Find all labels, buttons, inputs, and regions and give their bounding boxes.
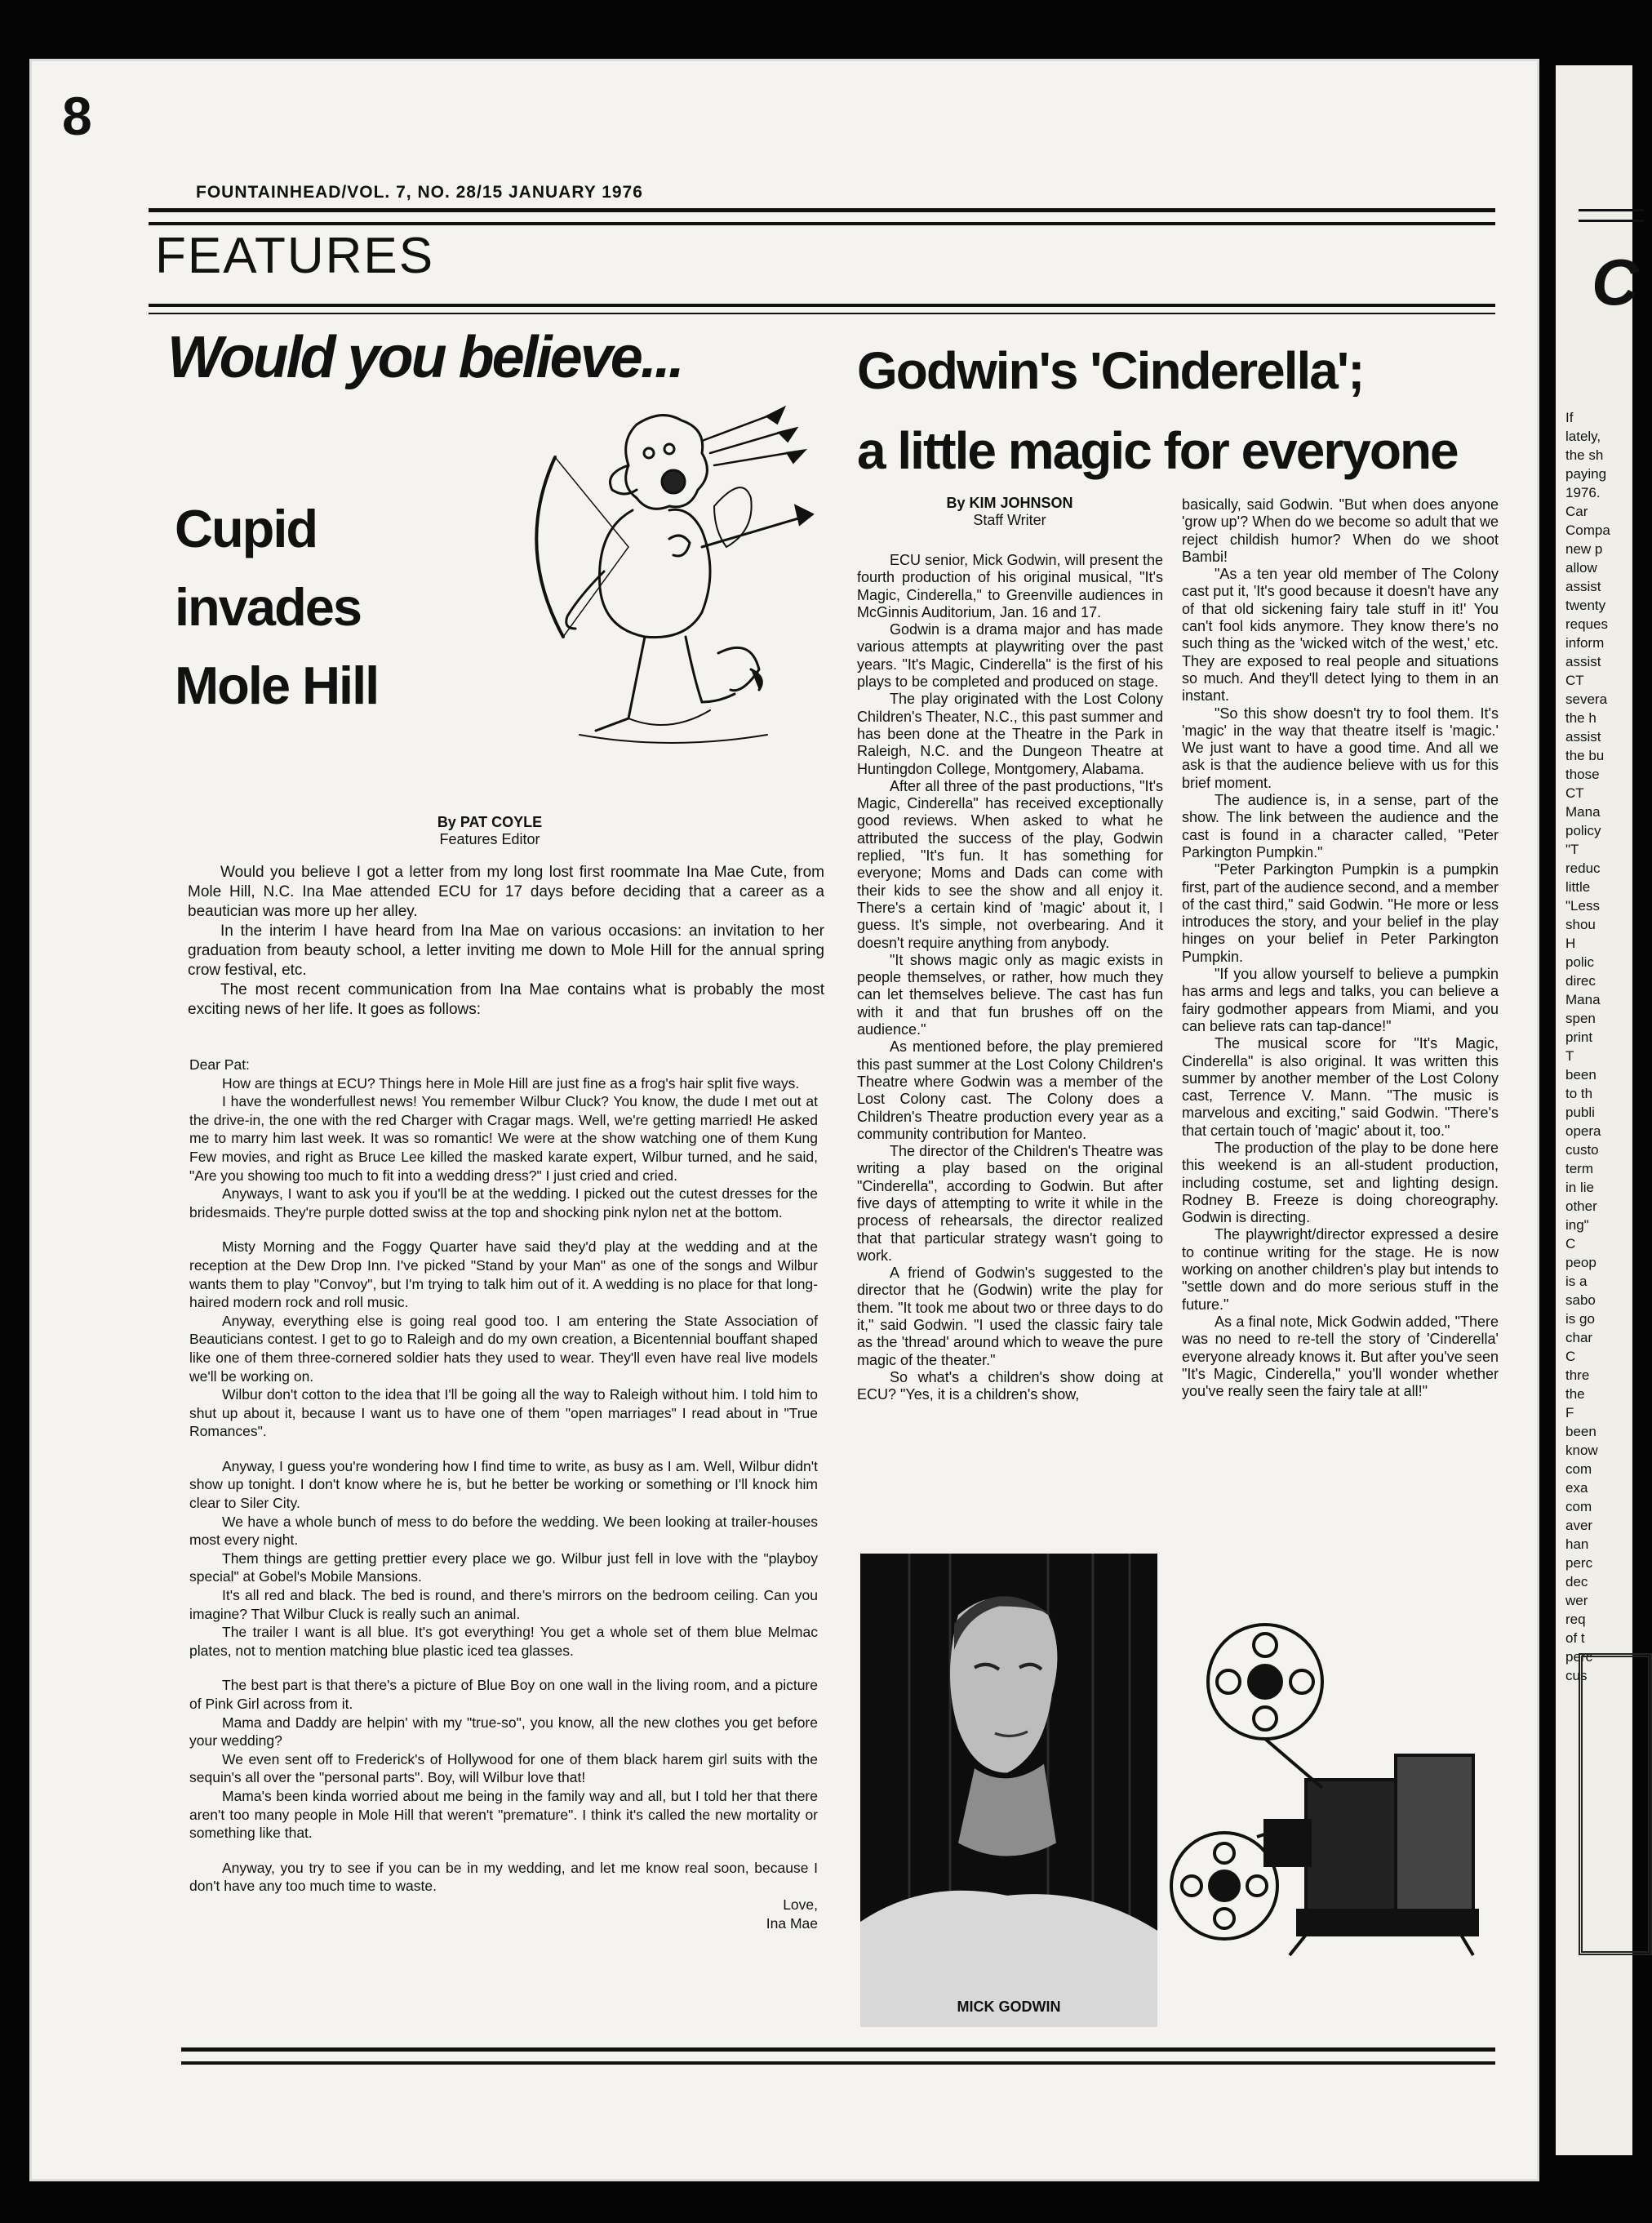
letter-paragraph: We have a whole bunch of mess to do before the wedding. We been looking at trailer-houses most every night. bbox=[189, 1513, 818, 1549]
story2-column-1 bbox=[857, 552, 1163, 1404]
letter-paragraph: The best part is that there's a picture of Blue Boy on one wall in the living room, and a picture of Pink Girl across from it. bbox=[189, 1677, 818, 1712]
adjacent-rule bbox=[1579, 209, 1644, 222]
article-paragraph: "If you allow yourself to believe a pumpkin has arms and legs and talks, you can believe a fairy godmother appears from Miami, and you can believe rats can tap-dance!" bbox=[1182, 966, 1499, 1034]
article-paragraph: As a final note, Mick Godwin added, "There was no need to re-tell the story of 'Cinderella' everyone already knows it. But after you've seen "It's Magic, Cinderella," you'll wonder whether you've really seen the fairy tale at all!" bbox=[1182, 1313, 1499, 1400]
story1-intro bbox=[188, 863, 824, 1020]
story2-byline bbox=[920, 495, 1099, 529]
mick-godwin-photo bbox=[860, 1554, 1157, 2027]
adjacent-column-fragments: If lately, the sh paying 1976. Car Compa new p allow assist twenty reques inform assist CT severa the h assist the bu those CT Mana policy "T reduc little "Less shou H polic direc Mana spen print T been to th publi opera custo term in lie other ing" C peop is a sabo is go char C thre the F been know com exa com aver han perc dec wer req of t perc cus bbox=[1565, 410, 1610, 1683]
section-rule bbox=[149, 304, 1495, 314]
adjacent-page bbox=[1556, 65, 1639, 2155]
letter-paragraph: The trailer I want is all blue. It's got everything! You get a whole set of them blue Melmac plates, not to mention matching blue plastic iced tea glasses. bbox=[189, 1624, 818, 1659]
letter-paragraph: It's all red and black. The bed is round, and there's mirrors on the bedroom ceiling. Can you imagine? That Wilbur Cluck is really such an animal. bbox=[189, 1587, 818, 1622]
article-paragraph: Godwin is a drama major and has made various attempts at playwriting over the past years. "It's Magic, Cinderella" is the first of his plays to be completed and produced on stage. bbox=[857, 621, 1163, 691]
letter-paragraph: Mama's been kinda worried about me being in the family way and all, but I told her that there aren't too many people in Mole Hill that weren't "premature". I think it's called the new mortality or something like that. bbox=[189, 1787, 818, 1842]
byline-name: By PAT COYLE bbox=[437, 814, 543, 830]
letter-paragraph: I have the wonderfullest news! You remember Wilbur Cluck? You know, the dude I met out at the drive-in, the one with the red Charger with Cragar mags. Well, we're getting married! He asked me to marry him last week. It was so romantic! We were at the show watching one of them Kung Few movies, and right as Bruce Lee killed the masked karate expert, Wilbur turned, and he said, "Are you showing too much to fit into a wedding dress?" I just cried and cried. bbox=[189, 1093, 818, 1184]
letter-paragraph: Misty Morning and the Foggy Quarter have said they'd play at the wedding and at the reception at the Dew Drop Inn. I've picked "Stand by your Man" as one of the songs and Wilbur wants them to play "Convoy", but I'm trying to talk him out of it. A wedding is no place for that long-haired modern rock and roll music. bbox=[189, 1238, 818, 1311]
story1-byline bbox=[400, 814, 580, 848]
article-paragraph: The playwright/director expressed a desire to continue writing for the stage. He is now working on another children's play but intends to "settle down and do more serious stuff in the future." bbox=[1182, 1226, 1499, 1313]
byline-name: By KIM JOHNSON bbox=[946, 495, 1073, 511]
story2-headline-line: a little magic for everyone bbox=[857, 421, 1458, 480]
letter-closing: Love, bbox=[783, 1896, 818, 1913]
film-projector-illustration bbox=[1167, 1616, 1485, 1959]
article-paragraph: The audience is, in a sense, part of the show. The link between the audience and the cast is found in a character called, "Peter Parkington Pumpkin." bbox=[1182, 792, 1499, 860]
story2-column-2 bbox=[1182, 496, 1499, 1400]
story1-kicker: Would you believe... bbox=[167, 325, 682, 390]
article-paragraph: A friend of Godwin's suggested to the director that he (Godwin) write the play for them. "It took me about two or three days to do it," said Godwin. "I used the classic fairy tale as the 'thread' around which to weave the pure magic of the theater." bbox=[857, 1265, 1163, 1368]
article-paragraph: So what's a children's show doing at ECU? "Yes, it is a children's show, bbox=[857, 1368, 1163, 1403]
article-paragraph: The musical score for "It's Magic, Cinderella" is also original. It was written this summer by another member of the Lost Colony cast, Terrence V. Mann. "The music is marvelous and exciting," said Godwin. "There's that certain touch of 'magic' about it, too." bbox=[1182, 1035, 1499, 1139]
byline-role: Staff Writer bbox=[973, 512, 1046, 528]
article-paragraph: As mentioned before, the play premiered this past summer at the Lost Colony Children's Theatre where Godwin was a member of the Lost Colony cast. The Colony does a Children's Theatre production every year as a community contribution for Manteo. bbox=[857, 1038, 1163, 1142]
letter-paragraph: Anyway, everything else is going real good too. I am entering the State Association of Beauticians contest. I get to go to Raleigh and do my own creation, a Bicentennial bouffant shaped like one of them three-cornered soldier hats they used to wear. They'll even have real live models we'll be working on. bbox=[189, 1312, 818, 1385]
article-paragraph: The director of the Children's Theatre was writing a play based on the original "Cinderella", according to Godwin. But after five days of attempting to write it while in the process of rehearsals, the director realized that that particular strategy wasn't going to work. bbox=[857, 1143, 1163, 1264]
story2-headline bbox=[857, 331, 1458, 491]
article-paragraph: ECU senior, Mick Godwin, will present the fourth production of his original musical, "It's Magic, Cinderella," to Greenville audiences in McGinnis Auditorium, Jan. 16 and 17. bbox=[857, 552, 1163, 620]
story1-headline-line: Mole Hill bbox=[175, 656, 379, 715]
article-paragraph: The production of the play to be done here this weekend is an all-student production, including costume, set and lighting design. Rodney B. Freeze is doing choreography. Godwin is directing. bbox=[1182, 1139, 1499, 1226]
letter-paragraph: Mama and Daddy are helpin' with my "true-so", you know, all the new clothes you get before your wedding? bbox=[189, 1714, 818, 1750]
letter-paragraph: Wilbur don't cotton to the idea that I'll be going all the way to Raleigh without him. I told him to shut up about it, because I want us to have one of them "open marriages" I read about in "True Romances". bbox=[189, 1386, 818, 1440]
intro-paragraph: In the interim I have heard from Ina Mae on various occasions: an invitation to her graduation from beauty school, a letter inviting me down to Mole Hill for the annual spring crow festival, etc. bbox=[188, 923, 824, 979]
article-paragraph: "It shows magic only as magic exists in people themselves, or rather, how much they can let themselves believe. The cast has fun with it and that fun brushes off on the audience." bbox=[857, 951, 1163, 1038]
article-paragraph: "As a ten year old member of The Colony cast put it, 'It's good because it doesn't have any of that old sickening fairy tale stuff in it!' You can't fool kids anymore. They know there's no such thing as the 'wicked witch of the west,' etc. They are exposed to real people and situations so much. And they'll detect lying to them in an instant. bbox=[1182, 566, 1499, 705]
intro-paragraph: Would you believe I got a letter from my long lost first roommate Ina Mae Cute, from Mole Hill, N.C. Ina Mae attended ECU for 17 days before deciding that a career as a beautician was more up her alley. bbox=[188, 864, 824, 920]
article-paragraph: "So this show doesn't try to fool them. It's 'magic' in the way that theatre itself is 'magic.' We just want to have a good time. And all we ask is that the audience believe with us for this brief moment. bbox=[1182, 705, 1499, 791]
letter-signature: Ina Mae bbox=[766, 1914, 818, 1932]
story1-headline-line: Cupid bbox=[175, 499, 318, 558]
article-paragraph: "Peter Parkington Pumpkin is a pumpkin first, part of the audience second, and a member of the cast third," said Godwin. "He more or less introduces the story, and your belief in the play hinges on your belief in Peter Parkington Pumpkin. bbox=[1182, 861, 1499, 965]
letter-paragraph: Them things are getting prettier every place we go. Wilbur just fell in love with the "playboy special" at Gobel's Mobile Mansions. bbox=[189, 1549, 818, 1585]
bottom-rule bbox=[181, 2047, 1495, 2065]
story2-headline-line: Godwin's 'Cinderella'; bbox=[857, 341, 1364, 400]
article-paragraph-continued: basically, said Godwin. "But when does anyone 'grow up'? When do we become so adult that we reject childish humor? When do we shoot Bambi! bbox=[1182, 496, 1499, 565]
folio-line: FOUNTAINHEAD/VOL. 7, NO. 28/15 JANUARY 1976 bbox=[196, 183, 643, 202]
letter-salutation: Dear Pat: bbox=[189, 1056, 250, 1073]
adjacent-headline-initial: C bbox=[1592, 246, 1639, 318]
letter-paragraph: Anyway, I guess you're wondering how I find time to write, as busy as I am. Well, Wilbur didn't show up tonight. I don't know where he is, but he better be working or something or I'll knock him clear to Siler City. bbox=[189, 1457, 818, 1512]
adjacent-ad-box bbox=[1579, 1653, 1652, 1955]
letter-paragraph: We even sent off to Frederick's of Hollywood for one of them black harem girl suits with the sequin's all over the "personal parts". Boy, will Wilbur love that! bbox=[189, 1750, 818, 1786]
article-paragraph: The play originated with the Lost Colony Children's Theater, N.C., this past summer and has been done at the Theatre in the Park in Raleigh, N.C. and the Dungeon Theatre at Huntingdon College, Montgomery, Alabama. bbox=[857, 691, 1163, 777]
photo-caption: MICK GODWIN bbox=[957, 1998, 1061, 2015]
byline-role: Features Editor bbox=[439, 831, 540, 847]
story1-letter bbox=[189, 1056, 818, 1932]
letter-paragraph: Anyways, I want to ask you if you'll be at the wedding. I picked out the cutest dresses for the bridesmaids. They're purple dotted swiss at the top and shocking pink nylon net at the bottom. bbox=[189, 1185, 818, 1220]
story1-headline-line: invades bbox=[175, 577, 362, 637]
cupid-illustration bbox=[506, 408, 824, 767]
letter-paragraph: Anyway, you try to see if you can be in my wedding, and let me know real soon, because I don't have any too much time to waste. bbox=[189, 1859, 818, 1895]
intro-paragraph: The most recent communication from Ina Mae contains what is probably the most exciting news of her life. It goes as follows: bbox=[188, 981, 824, 1018]
story1-headline bbox=[175, 490, 403, 725]
letter-paragraph: How are things at ECU? Things here in Mole Hill are just fine as a frog's hair split five ways. bbox=[222, 1074, 800, 1091]
article-paragraph: After all three of the past productions, "It's Magic, Cinderella" has received exceptionally good reviews. When asked to what he attributed the success of the play, Godwin replied, "It's fun. It has something for everyone; Moms and Dads can come with their kids to see the show and all enjoy it. There's a certain kind of 'magic' about it, I guess. It's simple, not overbearing. And it doesn't require anything from anybody. bbox=[857, 777, 1163, 951]
page-number: 8 bbox=[62, 86, 92, 146]
top-rule bbox=[149, 208, 1495, 225]
section-title: FEATURES bbox=[155, 228, 435, 284]
